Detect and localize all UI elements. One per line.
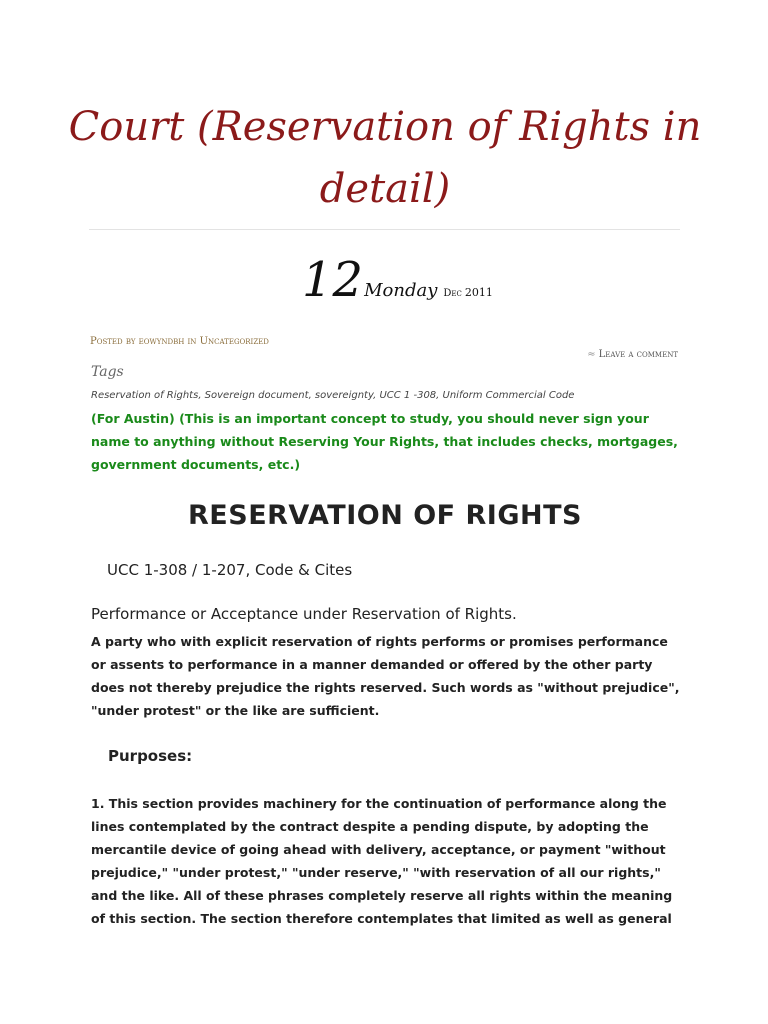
- date-year: 2011: [464, 286, 493, 299]
- leave-comment-link[interactable]: [587, 349, 678, 360]
- ucc-reference: UCC 1-308 / 1-207, Code & Cites: [107, 561, 353, 579]
- leave-comment-label: Leave a comment: [598, 349, 678, 360]
- category-link[interactable]: Uncategorized: [199, 336, 269, 347]
- date-weekday: Monday: [364, 280, 438, 301]
- author-link[interactable]: eowyndbh: [138, 336, 185, 347]
- intro-note: (For Austin) (This is an important concept to study, you should never sign your name to anything without Reserving Your Rights, that includes checks, mortgages, government documents, etc.): [91, 411, 678, 472]
- purposes-paragraph: 1. This section provides machinery for the continuation of performance along the lines contemplated by the contract despite a pending dispute, by adopting the mercantile device of going ahead with delivery, acceptance, or payment "without prejudice," "under protest," "under reserve," "with reservation of all our rights," and the like. All of these phrases completely reserve all rights within the meaning of this section. The section therefore contemplates that limited as well as general: [91, 796, 673, 926]
- date-day: 12: [302, 252, 364, 308]
- posted-by-label: Posted by: [90, 336, 136, 347]
- title-divider: [89, 229, 680, 230]
- performance-subheading: Performance or Acceptance under Reservation of Rights.: [91, 605, 517, 623]
- date-month: Dec: [443, 288, 462, 299]
- section-heading: RESERVATION OF RIGHTS: [188, 500, 582, 531]
- tags-label: Tags: [91, 364, 124, 380]
- purposes-heading: Purposes:: [108, 747, 193, 765]
- post-byline: [90, 336, 269, 347]
- post-title[interactable]: Court (Reservation of Rights in detail): [68, 104, 702, 212]
- post-date: [302, 252, 493, 308]
- reservation-paragraph: A party who with explicit reservation of rights performs or promises performance or assents to performance in a manner demanded or offered by the other party does not thereby prejudice the rights reserved. Such words as "without prejudice", "under protest" or the like are sufficient.: [91, 634, 680, 718]
- in-label: in: [187, 336, 197, 347]
- tags-list[interactable]: Reservation of Rights, Sovereign document, sovereignty, UCC 1 -308, Uniform Commercial Code: [91, 390, 575, 401]
- comment-icon: ≈: [587, 349, 596, 360]
